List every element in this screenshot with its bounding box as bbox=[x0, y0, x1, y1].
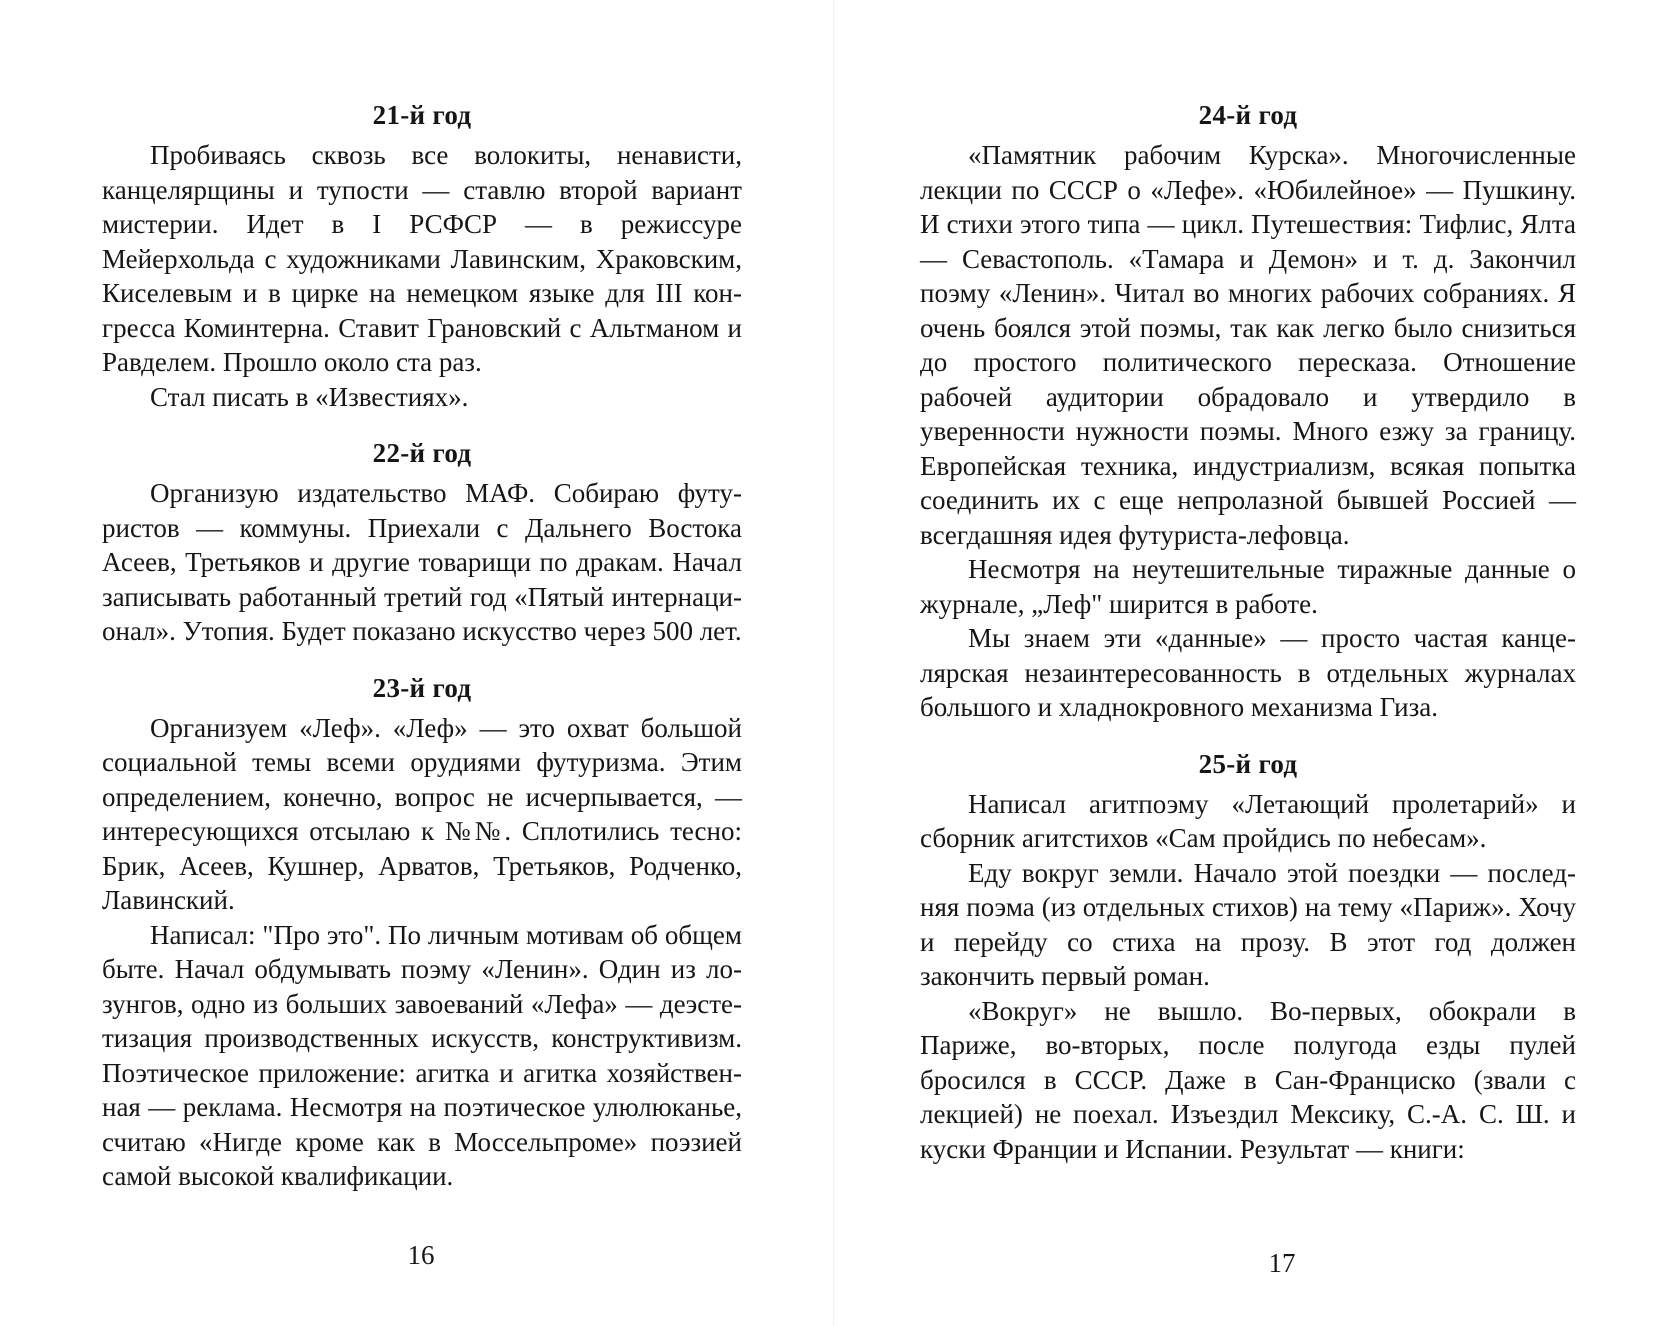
section-year-25 bbox=[920, 747, 1576, 1167]
section-heading: 25-й год bbox=[1198, 748, 1298, 779]
section-heading: 22-й год bbox=[372, 438, 472, 468]
paragraph: «Вокруг» не вышло. Во-первых, обокрали в Париже, во-вторых, после полугода езды пулей бросился в СССР. Даже в Сан-Франциско (звали с лекцией) не поехал. Изъездил Мексику, С.-А. С. Ш. и куски Франции и Испании. Результат — книги: bbox=[920, 995, 1576, 1164]
paragraph: Написал агитпоэму «Летающий пролетарий» и сборник агитстихов «Сам пройдись по небесам». bbox=[920, 788, 1576, 853]
paragraph: Организуем «Леф». «Леф» — это охват большой социальной темы всеми орудиями футуризма. Этим определением, конечно, вопрос не исчерпывается, — интересующихся отсылаю к №№. Сплотились тесно: Брик, Асеев, Кушнер, Арватов, Третьяков, Родченко, Лавинский. bbox=[102, 712, 742, 915]
paragraph: «Памятник рабочим Курска». Многочисленные лекции по СССР о «Лефе». «Юбилейное» — Пушкину. И стихи этого типа — цикл. Путешествия: Тифлис, Ялта — Севастополь. «Тамара и Демон» и т. д. Закончил поэму «Ленин». Читал во многих рабочих собраниях. Я очень боялся этой поэмы, так как легко было снизиться до простого политического пересказа. Отношение рабочей аудитории обрадовало и утвердило в уверенности нужности поэмы. Много езжу за границу. Европейская техника, индустриализм, всякая попытка соединить их с еще непролазной бывшей Россией — всегдашняя идея футуриста-лефовца. bbox=[920, 140, 1576, 550]
section-heading: 21-й год bbox=[372, 100, 472, 130]
section-year-22 bbox=[102, 436, 742, 649]
paragraph: Еду вокруг земли. Начало этой поездки — последняя поэма (из отдельных стихов) на тему «Париж». Хочу и перейду со стиха на прозу. В этот год должен закончить первый роман. bbox=[920, 857, 1576, 991]
right-page-text bbox=[920, 98, 1576, 1166]
section-year-21 bbox=[102, 98, 742, 414]
paragraph: Организую издательство МАФ. Собираю футуристов — коммуны. Приехали с Дальнего Востока Асеев, Третьяков и другие товарищи по дракам. Начал записывать работанный третий год «Пятый интернационал». Утопия. Будет показано искусство через 500 лет. bbox=[102, 478, 742, 646]
paragraph: Несмотря на неутешительные тиражные данные о журнале, „Леф" ширится в работе. bbox=[920, 554, 1576, 619]
page-number: 17 bbox=[1268, 1248, 1296, 1278]
left-page-text bbox=[102, 98, 742, 1194]
paragraph: Мы знаем эти «данные» — просто частая канцелярская незаинтересованность в отдельных журналах большого и хладнокровного механизма Гиза. bbox=[920, 623, 1576, 722]
paragraph: Пробиваясь сквозь все волокиты, ненависти, канцелярщины и тупости — ставлю второй вариант мистерии. Идет в I РСФСР — в режиссуре Мейерхольда с художниками Лавинским, Храковским, Киселевым и в цирке на немецком языке для III конгресса Коминтерна. Ставит Грановский с Альтманом и Равделем. Прошло около ста раз. bbox=[102, 140, 742, 377]
section-heading: 23-й год bbox=[372, 672, 472, 703]
section-year-23 bbox=[102, 671, 742, 1194]
page-number: 16 bbox=[407, 1240, 435, 1270]
right-page bbox=[834, 0, 1667, 1326]
paragraph: Написал: "Про это". По личным мотивам об общем быте. Начал обдумывать поэму «Ленин». Один из лозунгов, одно из больших завоеваний «Лефа» — деэстетизация производственных искусств, конструктивизм. Поэтическое приложение: агитка и агитка хозяйственная — реклама. Несмотря на поэтическое улюлюканье, считаю «Нигде кроме как в Моссельпроме» поэзией самой высокой квалификации. bbox=[102, 919, 742, 1191]
left-page bbox=[0, 0, 833, 1326]
paragraph: Стал писать в «Известиях». bbox=[150, 381, 469, 412]
section-heading: 24-й год bbox=[1198, 100, 1298, 130]
section-year-24 bbox=[920, 98, 1576, 725]
